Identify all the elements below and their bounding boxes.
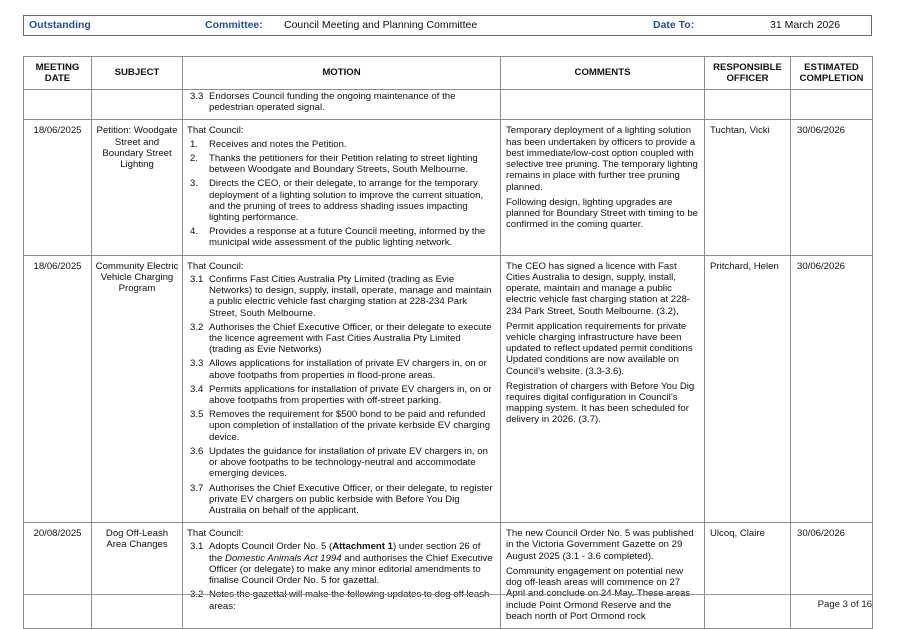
table-row [24,523,873,629]
estimated-completion-cell: 30/06/2026 [791,120,873,255]
report-status-label: Outstanding [29,19,91,31]
comment-paragraph: Following design, lighting upgrades are planned for Boundary Street with timing to be confirmed in the coming quarter. [506,196,698,231]
motion-item [187,483,494,517]
motion-item [187,409,494,443]
meeting-date-cell: 20/08/2025 [24,523,92,629]
table-row [24,255,873,523]
estimated-completion-cell [791,90,873,120]
comment-paragraph: Community engagement on potential new dog off-leash areas will commence on 27 April and conclude on 24 May. These areas include Point Ormond Reserve and the beach north of Port Ormond rock [506,565,691,622]
motion-item [187,541,494,586]
motion-item-text [209,541,494,586]
motion-item-number: 3.4 [190,383,204,395]
motion-item [187,178,494,223]
comment-paragraph: Temporary deployment of a lighting solution has been undertaken by officers to provide a best immediate/low-cost option coupled with selective tree pruning. The temporary lighting remains in place with further tree pruning planned. [506,125,698,193]
motion-item-text: Confirms Fast Cities Australia Pty Limited (trading as Evie Networks) to design, supply, install, operate, manage and maintain a public electric vehicle fast charging station at 228-234 Park Street, South Melbourne. [209,273,492,319]
comment-paragraph: The new Council Order No. 5 was published in the Victoria Government Gazette on 29 August 2025 (3.1 - 3.6 completed). [506,528,694,562]
motion-item-number: 3.5 [190,409,204,421]
motion-item-number: 2. [190,152,199,164]
committee-label: Committee: [205,19,263,31]
motion-item-text: Updates the guidance for installation of private EV chargers in, on or above footpaths to be technology-neutral and accommodate emerging devices. [209,445,488,480]
motion-item [187,153,494,175]
footer-divider [23,594,872,595]
responsible-officer-cell [705,90,791,120]
table-header-row [24,57,873,90]
motion-item-text: Authorises the Chief Executive Officer, or their delegate, to register private EV chargers on public kerbside with Before You Dig Australia on behalf of the applicant. [209,482,493,516]
motion-cell [183,523,501,629]
motion-item-text: Provides a response at a future Council meeting, informed by the municipal wide assessment of the public lighting network. [209,226,486,249]
meeting-date-cell [24,90,92,120]
comments-cell [501,120,705,255]
motion-item-number: 3.3 [190,358,204,370]
comment-paragraph: Registration of chargers with Before You Dig requires digital configuration in Council’s mapping system. It has been scheduled for delivery in 2026. (3.7). [506,380,695,426]
col-header-meeting-date: MEETING DATE [24,57,92,90]
committee-value: Council Meeting and Planning Committee [284,19,478,31]
motion-item-text: Receives and notes the Petition. [209,138,347,150]
motion-item-number: 4. [190,226,199,238]
motion-item-number: 3.2 [190,321,204,333]
act-title: Domestic Animals Act 1994 [225,552,342,564]
motion-item-number: 1. [190,138,199,150]
motion-item-number: 3.1 [190,541,204,553]
report-header-bar [23,15,872,36]
motion-item-text: Directs the CEO, or their delegate, to arrange for the temporary deployment of a lighting solution to improve the current situation, and the pruning of trees to address shading issues impacting lighting performance. [209,178,484,223]
motion-item [187,274,494,319]
motion-item [187,589,494,611]
motion-item-text: Permits applications for installation of private EV chargers in, on or above footpaths from properties with off-street parking. [209,383,492,407]
motion-intro: That Council: [187,528,244,540]
motion-item-text: Removes the requirement for $500 bond to be paid and refunded upon completion of installation of the private kerbside EV charging device. [209,409,491,443]
motion-item [187,91,494,113]
motion-item [187,226,494,248]
comment-paragraph: The CEO has signed a licence with Fast Cities Australia to design, supply, install, operate, maintain and manage a public electric vehicle fast charging station at 228-234 Park Street, South Melbourne. (3.2), [506,260,690,317]
motion-item-number: 3. [190,178,199,190]
comment-paragraph: Permit application requirements for private vehicle charging infrastructure have been updated to reflect updated permit conditions Updated conditions are now available on Council’s website. (3.3-3.6). [506,320,693,377]
subject-cell [92,90,183,120]
motion-item-text: Endorses Council funding the ongoing maintenance of the pedestrian operated signal. [209,91,456,114]
motion-cell [183,90,501,120]
responsible-officer-cell: Tuchtan, Vicki [705,120,791,255]
motion-cell [183,120,501,255]
motion-item-number: 3.7 [190,482,204,494]
col-header-responsible-officer: RESPONSIBLE OFFICER [705,57,791,90]
subject-cell: Petition: Woodgate Street and Boundary Street Lighting [92,120,183,255]
estimated-completion-cell: 30/06/2026 [791,255,873,523]
motion-intro: That Council: [187,260,244,272]
page-number: Page 3 of 16 [817,599,872,610]
table-row [24,90,873,120]
meeting-date-cell: 18/06/2025 [24,255,92,523]
motion-item-text: Allows applications for installation of private EV chargers in, on or above footpaths from properties in flood-prone areas. [209,358,487,381]
date-to-label: Date To: [653,19,695,31]
comments-cell [501,90,705,120]
motion-text-run: Adopts Council Order No. 5 ( [209,541,333,553]
estimated-completion-cell: 30/06/2026 [791,523,873,629]
col-header-subject: SUBJECT [92,57,183,90]
meeting-date-cell: 18/06/2025 [24,120,92,255]
motion-item-number: 3.6 [190,445,204,457]
motion-item [187,384,494,406]
motion-item-text: Authorises the Chief Executive Officer, or their delegate to execute the licence agreement with Fast Cities Australia Pty Limited (trading as Evie Networks) [209,321,492,356]
motion-item-number: 3.3 [190,91,204,102]
comments-cell [501,523,705,629]
table-row [24,120,873,255]
motion-item-number: 3.2 [190,589,204,601]
motion-text-run: ) under section 26 of the [209,541,481,564]
motion-item-text: Notes the gazettal will make the following updates to dog off leash areas: [209,589,490,612]
responsible-officer-cell: Ulcoq, Claire [705,523,791,629]
motion-item [187,322,494,356]
motion-item-number: 3.1 [190,273,204,285]
subject-cell: Dog Off-Leash Area Changes [92,523,183,629]
col-header-estimated-completion: ESTIMATED COMPLETION [791,57,873,90]
motion-item [187,139,494,150]
attachment-reference: Attachment 1 [332,541,393,553]
motion-item [187,446,494,480]
subject-cell: Community Electric Vehicle Charging Program [92,255,183,523]
responsible-officer-cell: Pritchard, Helen [705,255,791,523]
motion-text-run: and authorises the Chief Executive Officer (or delegate) to make any minor editorial amendments to finalise Council Order No. 5 for gazettal. [209,552,493,587]
motion-intro: That Council: [187,125,244,137]
motion-item [187,358,494,380]
date-to-value: 31 March 2026 [770,19,841,31]
col-header-comments: COMMENTS [501,57,705,90]
motion-cell [183,255,501,523]
outstanding-actions-table [23,56,873,629]
comments-cell [501,255,705,523]
motion-item-text: Thanks the petitioners for their Petition relating to street lighting between Woodgate and Boundary Streets, South Melbourne. [209,152,478,176]
col-header-motion: MOTION [183,57,501,90]
